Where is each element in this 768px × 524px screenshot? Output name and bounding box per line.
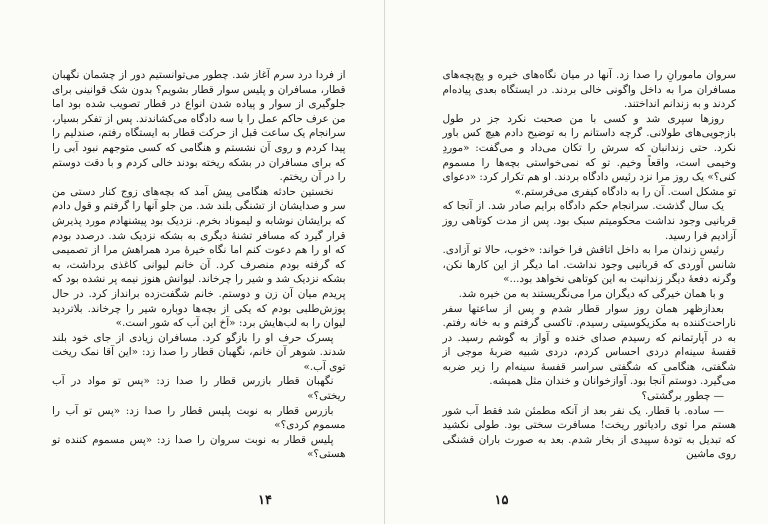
paragraph: پلیس قطار به نوبت سروان را صدا زد: «پس مسموم کننده تو هستی؟»: [52, 433, 346, 461]
paragraph: پسرک حرف او را بازگو کرد. مسافران زیادی از جای خود بلند شدند. شوهر آن خانم، نگهبان قطار را صدا زد: «این آقا نمک ریخت توی آب.»: [52, 331, 346, 373]
paragraph: نگهبان قطار بازرس قطار را صدا زد: «پس تو مواد در آب ریختی؟»: [52, 375, 346, 403]
paragraph: بازرس قطار به نوبت پلیس قطار را صدا زد: «پس تو آب را مسموم کردی؟»: [52, 404, 346, 432]
page-number: ۱۵: [494, 493, 509, 508]
paragraph: یک سال گذشت. سرانجام حکم دادگاه برایم صادر شد. از آنجا که قربانیی وجود نداشت محکومیتم سبک بود. پس از مدت کوتاهی روز آزادیم فرا رسید.: [442, 200, 736, 242]
paragraph: روزها سپری شد و کسی با من صحبت نکرد جز در طول بازجویی‌های طولانی. گرچه داستانم را به توضیح دادم هیچ کس باور نکرد. حتی زندانبان که سرش را تکان می‌داد و می‌گفت: «موردِ وخیمی است، واقعاً وخیم. تو که نمی‌خواستی بچه‌ها را مسموم کنی؟» یک روز مرا نزد رئیس دادگاه بردند. او هم تکرار کرد: «دعوای تو مشکل است. آن را به دادگاه کیفری می‌فرستم.»: [442, 112, 736, 198]
paragraph: — چطور برگشتی؟: [641, 390, 724, 403]
right-page: [385, 0, 768, 524]
right-page-text: [443, 68, 737, 462]
paragraph: سروان مامورانِ را صدا زد. آنها در میان نگاه‌های خیره و پچ‌پچه‌های مسافران مرا به داخل واگونی خالی بردند. در ایستگاه بعدی پیاده‌ام کردند و به زندانم انداختند.: [442, 69, 736, 111]
paragraph: و با همان خیرگی که دیگران مرا می‌نگریستند به من خیره شد.: [458, 287, 724, 300]
paragraph: — ساده. با قطار. یک نفر بعد از آنکه مطمئن شد فقط آب شور هستم مرا توی رادیاتور ریخت! مسافرت سختی بود. طولی نکشید که تبدیل به تودهٔ سپیدی از بخار شدم. بعد به صورت باران قشنگی روی ماشین: [442, 404, 736, 461]
paragraph: از فردا درد سرم آغاز شد. چطور می‌توانستیم دور از چشمان نگهبان قطار، مسافران و پلیس سوار قطار بشویم؟ بدون شک قوانینی برای جلوگیری از سوار و پیاده شدن انواع در قطار تصویب شده بود اما من عرف حاکم عمل را با سه دادگاه می‌کشاندند. پس از تفکر بسیار، سرانجام یک ساعت قبل از حرکت قطار به ایستگاه رفتم، صندلیم را پیدا کردم و روی آن نشستم و هنگامی که کسی متوجهم نبود آبی را که برای مسافران در بشکه ریخته بودند خالی کردم و با دقت دوستم را در آن ریختم.: [52, 69, 346, 184]
left-page-text: [52, 68, 346, 462]
paragraph: بعدازظهر همان روز سوار قطار شدم و پس از ساعتها سفر ناراحت‌کننده به مکزیکوسیتی رسیدم. تاکسی گرفتم و به خانه رفتم. به در آپارتمانم که رسیدم صدای خنده و آواز به گوشم رسید. در قفسهٔ سینه‌ام دردی احساس کردم، دردی شبیه ضربهٔ موجی از شگفتی، هنگامی که شگفتی سراسر قفسهٔ سینه‌ام را زیر ضربه می‌گیرد. دوستم آنجا بود. آوازخوانان و خندان مثل همیشه.: [442, 302, 736, 388]
paragraph: نخستین حادثه هنگامی پیش آمد که بچه‌های زوج کنار دستی من سر و صدایشان از تشنگی بلند شد. من جلو آنها را گرفتم و قول دادم که برایشان نوشابه و لیموناد بخرم. نزدیک بود پیشنهادم مورد پذیرش قرار گیرد که مسافر تشنهٔ دیگری به بشکه نزدیک شد. درصدد بودم که او را هم دعوت کنم اما نگاه خیرهٔ مرد همراهش مرا از تصمیمی که گرفته بودم منصرف کرد. آن خانم لیوانی کاغذی برداشت، به بشکه نزدیک شد و شیر را چرخاند. لیوانش هنوز نیمه پر نشده بود که پریدم میان آن زن و دوستم. خانم شگفت‌زده برانداز کرد. در حال پوزش‌طلبی بودم که یکی از بچه‌ها دوباره شیر را چرخاند. بلاتردید لیوان را به لب‌هایش برد: «آخ این آب که شور است.»: [52, 185, 346, 330]
paragraph: رئیس زندان مرا به داخل اتاقش فرا خواند: «خوب، حالا تو آزادی. شانس آوردی که قربانیی وجود نداشت. اما دیگر از این کارها نکن، وگرنه دفعهٔ دیگر زندانیت به این کوتاهی نخواهد بود...»: [442, 244, 736, 286]
page-number: ۱۴: [258, 493, 272, 508]
